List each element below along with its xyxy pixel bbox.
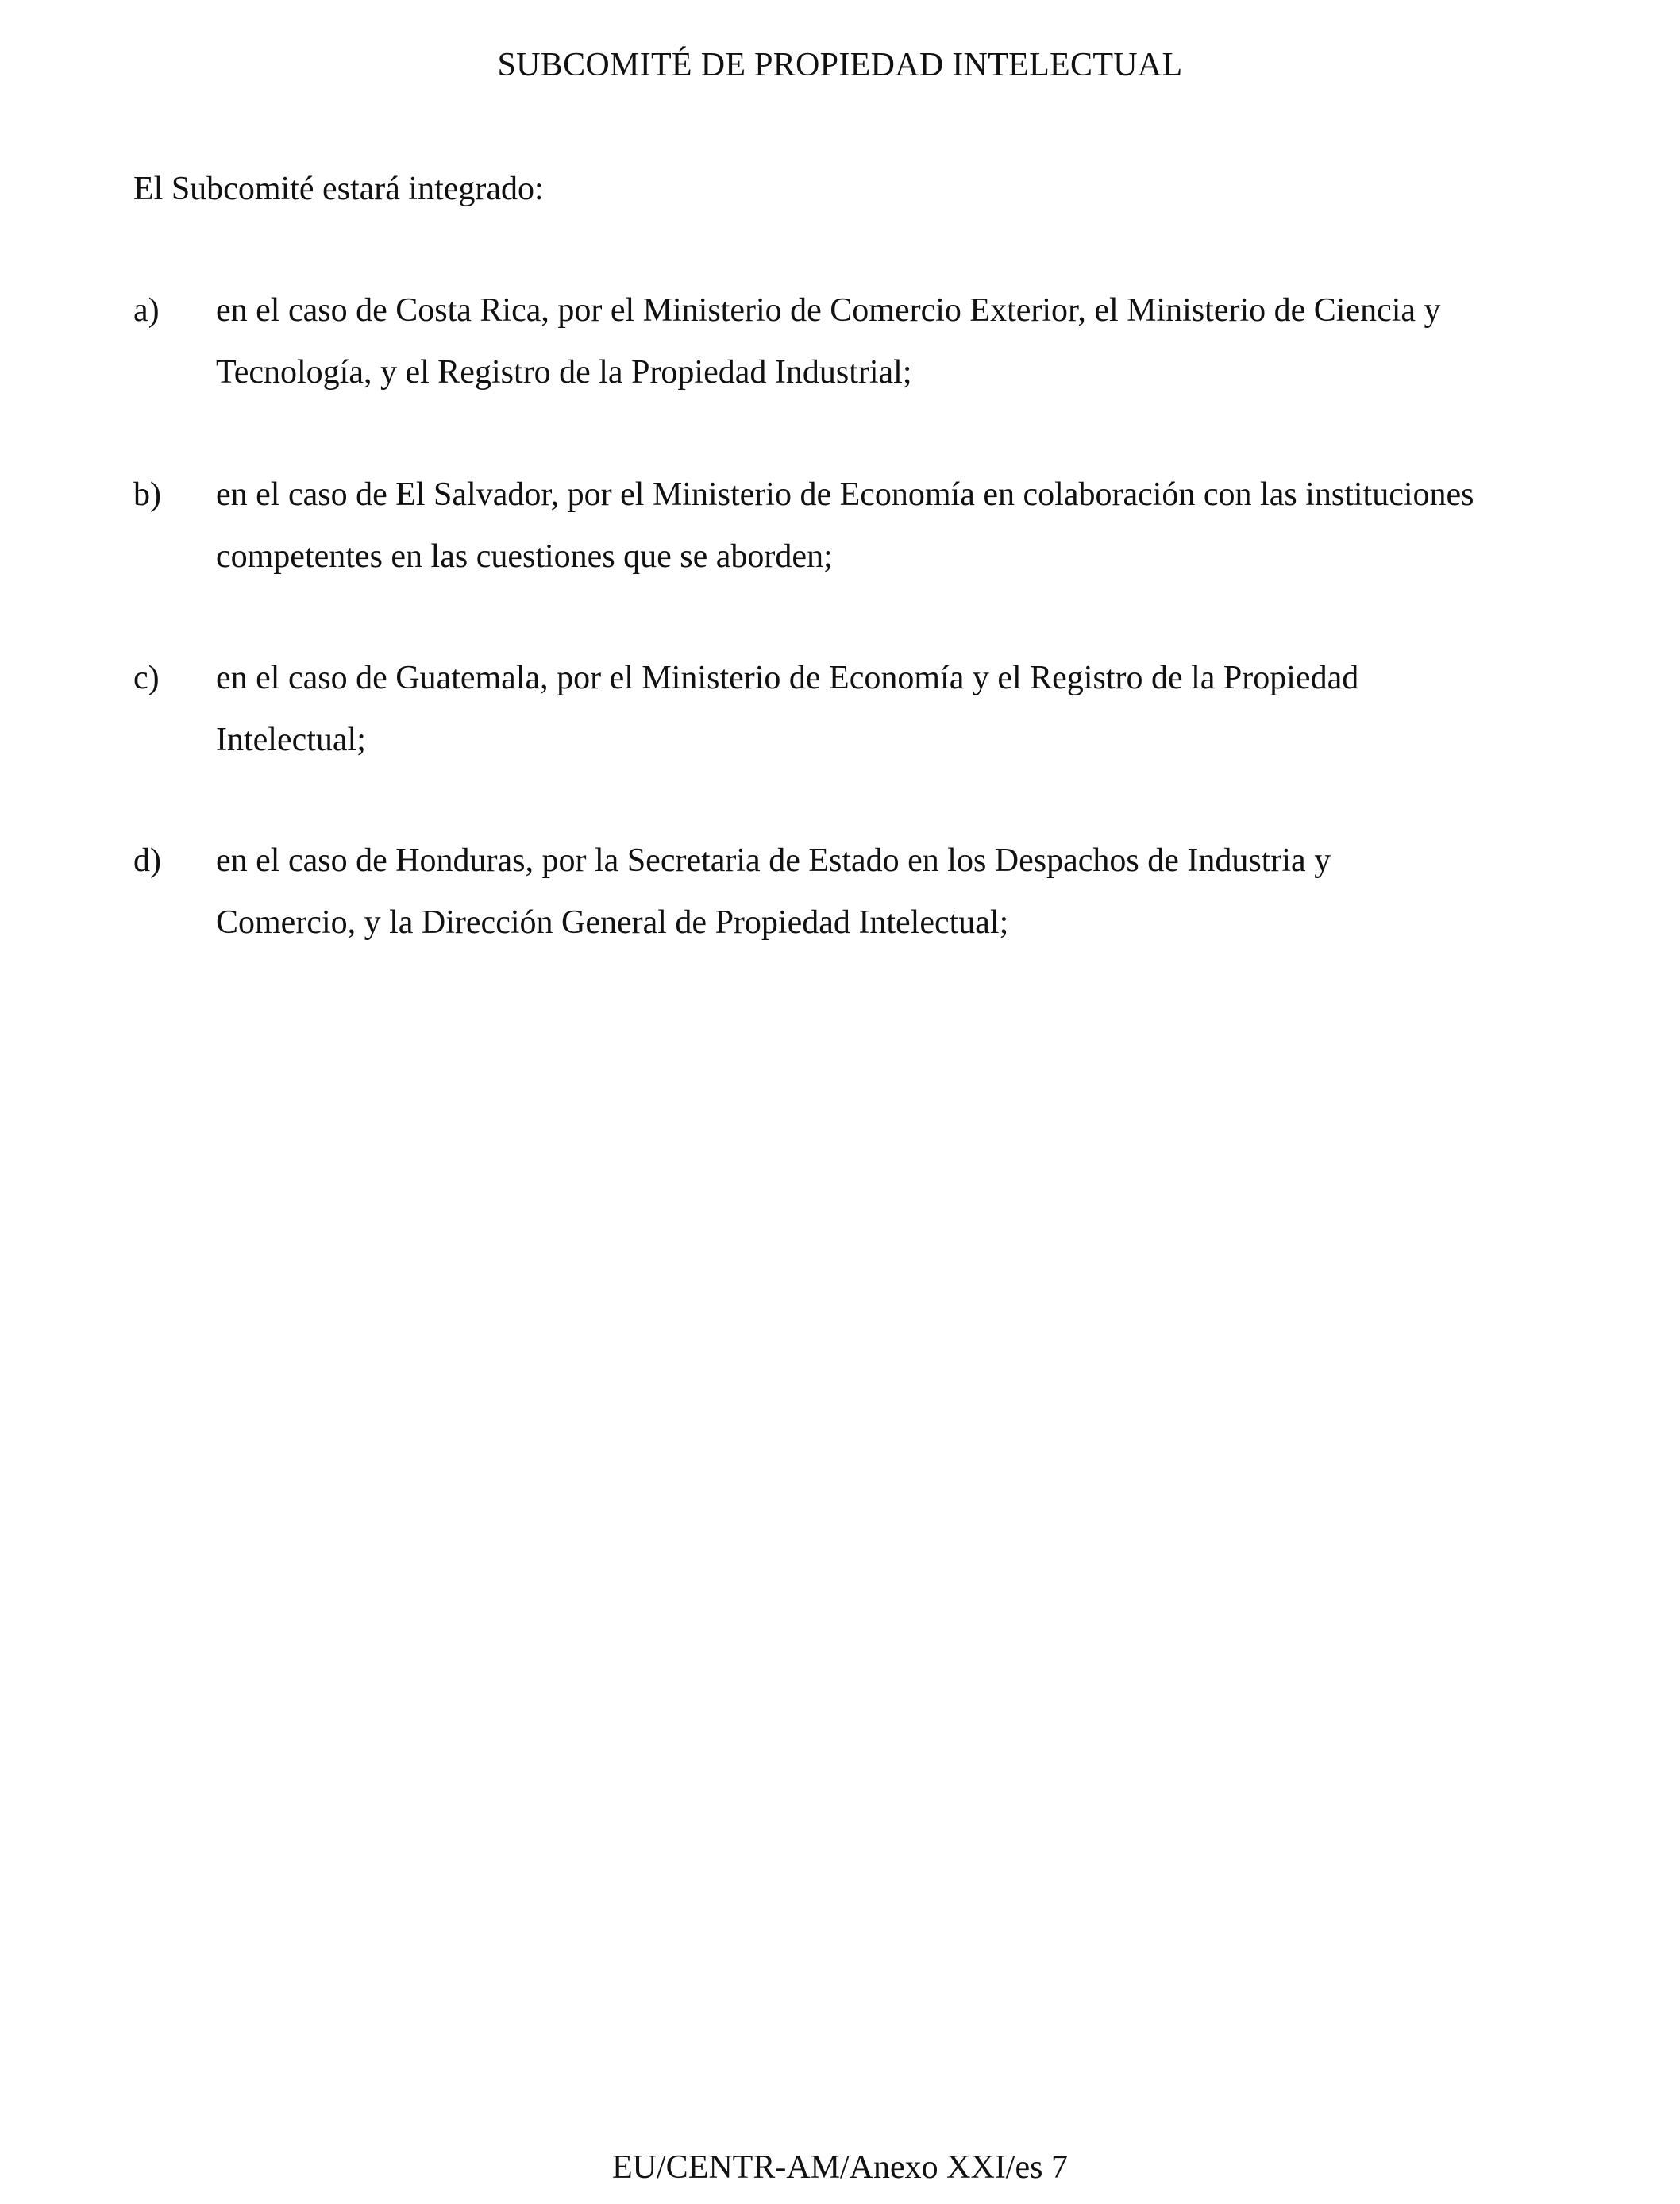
list-item-line: en el caso de Guatemala, por el Ministerio de Economía y el Registro de la Propiedad — [216, 660, 1359, 696]
list-item-line: en el caso de Honduras, por la Secretaria de Estado en los Despachos de Industria y — [216, 842, 1331, 879]
page-title: SUBCOMITÉ DE PROPIEDAD INTELECTUAL — [497, 47, 1183, 83]
list-item-marker: b) — [133, 476, 161, 513]
list-item-text — [216, 830, 1582, 954]
page-footer-reference: EU/CENTR-AM/Anexo XXI/es 7 — [612, 2149, 1068, 2186]
list-item-text — [216, 647, 1582, 771]
list-item-line: en el caso de Costa Rica, por el Ministerio de Comercio Exterior, el Ministerio de Ciencia y — [216, 292, 1441, 329]
list-item-line: Comercio, y la Dirección General de Propiedad Intelectual; — [216, 904, 1009, 941]
list-item-text — [216, 279, 1582, 403]
list-item-line: Tecnología, y el Registro de la Propiedad Industrial; — [216, 354, 912, 391]
list-item-line: Intelectual; — [216, 722, 366, 758]
list-item-marker: d) — [133, 842, 161, 879]
intro-paragraph: El Subcomité estará integrado: — [133, 171, 544, 207]
list-item-line: en el caso de El Salvador, por el Ministerio de Economía en colaboración con las instituciones — [216, 476, 1474, 513]
list-item-marker: c) — [133, 660, 160, 696]
list-item-marker: a) — [133, 292, 160, 329]
list-item-text — [216, 464, 1582, 588]
list-item-line: competentes en las cuestiones que se aborden; — [216, 538, 833, 575]
